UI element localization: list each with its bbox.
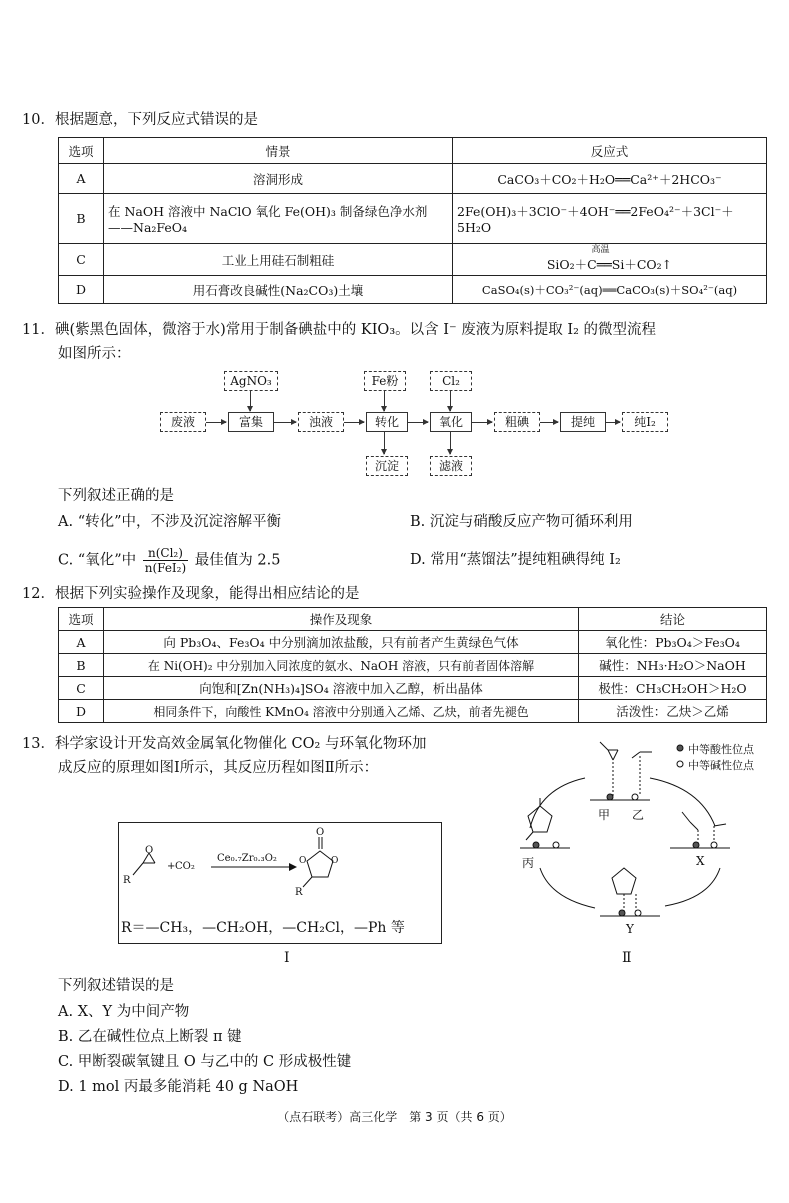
q12-header-operation: 操作及现象 [104, 608, 579, 631]
flow-arrow [606, 422, 620, 423]
row-option: D [59, 276, 104, 304]
row-option: A [59, 631, 104, 654]
q12-stem: 12．根据下列实验操作及现象，能得出相应结论的是 [22, 586, 360, 602]
svg-text:O: O [331, 856, 339, 866]
flow-output-filtrate: 滤液 [430, 456, 472, 476]
row-equation: 2Fe(OH)₃＋3ClO⁻＋4OH⁻══2FeO₄²⁻＋3Cl⁻＋5H₂O [453, 194, 767, 244]
flow-arrow [250, 391, 251, 411]
q10-header-scene: 情景 [104, 138, 453, 164]
flow-arrow [344, 422, 364, 423]
cyclic-carbonate-structure [303, 837, 333, 887]
flow-step-turbid: 浊液 [298, 412, 344, 432]
row-operation: 向 Pb₃O₄、Fe₃O₄ 中分别滴加浓盐酸，只有前者产生黄绿色气体 [104, 631, 579, 654]
row-equation: CaSO₄(s)＋CO₃²⁻(aq)══CaCO₃(s)＋SO₄²⁻(aq) [453, 276, 767, 304]
row-operation: 相同条件下，向酸性 KMnO₄ 溶液中分别通入乙烯、乙炔，前者先褪色 [104, 700, 579, 723]
flow-step-enrich: 富集 [228, 412, 274, 432]
flow-arrow [384, 432, 385, 454]
q11-option-c [58, 546, 280, 575]
q10-table [58, 137, 767, 304]
row-scene: 溶洞形成 [104, 164, 453, 194]
reaction-condition: 高温 [591, 245, 610, 255]
q10-header-equation: 反应式 [453, 138, 767, 164]
row-operation: 在 Ni(OH)₂ 中分别加入同浓度的氨水、NaOH 溶液，只有前者固体溶解 [104, 654, 579, 677]
flow-arrow [206, 422, 226, 423]
q11-option-d: D. 常用“蒸馏法”提纯粗碘得纯 I₂ [410, 552, 621, 568]
epoxide-structure [123, 845, 155, 886]
flow-step-pure: 纯I₂ [622, 412, 668, 432]
svg-text:R: R [295, 887, 303, 898]
flow-arrow [408, 422, 428, 423]
figure-1-reaction [119, 823, 441, 913]
catalyst-label: Ce₀.₇Zr₀.₃O₂ [217, 853, 277, 864]
flow-reagent-cl2: Cl₂ [430, 371, 472, 391]
legend-acid-site: 中等酸性位点 [688, 743, 754, 756]
flow-step-crude: 粗碘 [494, 412, 540, 432]
svg-text:O: O [145, 845, 154, 856]
q13-option-c: C. 甲断裂碳氧键且 O 与乙中的 C 形成极性键 [58, 1054, 352, 1070]
flow-arrow [450, 432, 451, 454]
table-row [59, 164, 767, 194]
row-scene: 用石膏改良碱性(Na₂CO₃)土壤 [104, 276, 453, 304]
q13-stem-line2: 成反应的原理如图Ⅰ所示，其反应历程如图Ⅱ所示： [58, 760, 379, 776]
row-option: B [59, 194, 104, 244]
row-equation [453, 244, 767, 276]
flow-arrow [384, 391, 385, 411]
legend-base-site: 中等碱性位点 [688, 759, 754, 772]
flow-step-convert: 转化 [366, 412, 408, 432]
row-scene: 工业上用硅石制粗硅 [104, 244, 453, 276]
q13-option-a: A. X、Y 为中间产物 [58, 1004, 190, 1020]
table-row [59, 194, 767, 244]
label-x: X [696, 854, 705, 868]
figure-2-caption: Ⅱ [622, 950, 632, 966]
table-row [59, 677, 767, 700]
row-conclusion: 氧化性：Pb₃O₄＞Fe₃O₄ [579, 631, 767, 654]
figure-1-caption: Ⅰ [284, 950, 290, 966]
table-row [59, 654, 767, 677]
label-jia: 甲 [598, 808, 611, 822]
svg-text:O: O [299, 856, 307, 866]
row-conclusion: 碱性：NH₃·H₂O＞NaOH [579, 654, 767, 677]
q11-option-b: B. 沉淀与硝酸反应产物可循环利用 [410, 514, 633, 530]
q13-option-d: D. 1 mol 丙最多能消耗 40 g NaOH [58, 1079, 299, 1095]
flow-step-oxidize: 氧化 [430, 412, 472, 432]
row-conclusion: 活泼性：乙炔＞乙烯 [579, 700, 767, 723]
label-y: Y [626, 922, 634, 936]
row-conclusion: 极性：CH₃CH₂OH＞H₂O [579, 677, 767, 700]
fraction-numerator: n(Cl₂) [143, 546, 188, 561]
q11-stem-line1: 11．碘(紫黑色固体，微溶于水)常用于制备碘盐中的 KIO₃。以含 I⁻ 废液为原料提取 I₂ 的微型流程 [22, 322, 656, 338]
row-equation: CaCO₃＋CO₂＋H₂O══Ca²⁺＋2HCO₃⁻ [453, 164, 767, 194]
option-c-prefix: C. “氧化”中 [58, 552, 137, 569]
figure-1-box [118, 822, 442, 944]
q10-stem: 10．根据题意，下列反应式错误的是 [22, 112, 258, 128]
flow-arrow [450, 391, 451, 411]
row-option: C [59, 244, 104, 276]
carbonyl-o: O [316, 827, 325, 838]
row-option: A [59, 164, 104, 194]
svg-text:R: R [123, 875, 131, 886]
table-row [59, 700, 767, 723]
label-bing: 丙 [522, 856, 535, 870]
q11-option-a: A. “转化”中，不涉及沉淀溶解平衡 [58, 514, 282, 530]
row-option: D [59, 700, 104, 723]
q12-table [58, 607, 767, 723]
q13-option-b: B. 乙在碱性位点上断裂 π 键 [58, 1029, 242, 1045]
plus-sign: + [167, 861, 176, 872]
page-footer: （点石联考）高三化学 第 3 页（共 6 页） [277, 1110, 512, 1124]
flow-arrow [472, 422, 492, 423]
fraction [143, 546, 188, 575]
q11-stem-line2: 如图所示： [58, 346, 131, 362]
row-option: B [59, 654, 104, 677]
flow-arrow [274, 422, 296, 423]
flow-output-precipitate: 沉淀 [366, 456, 408, 476]
q12-header-conclusion: 结论 [579, 608, 767, 631]
flow-step-purify: 提纯 [560, 412, 606, 432]
q13-stem-line1: 13．科学家设计开发高效金属氧化物催化 CO₂ 与环氧化物环加 [22, 736, 427, 752]
row-scene: 在 NaOH 溶液中 NaClO 氧化 Fe(OH)₃ 制备绿色净水剂——Na₂FeO₄ [104, 194, 453, 244]
row-option: C [59, 677, 104, 700]
equation-text: SiO₂＋C══Si＋CO₂↑ [546, 257, 673, 272]
co2-reactant: CO₂ [175, 861, 195, 872]
flow-arrow [540, 422, 558, 423]
flow-reagent-agno3: AgNO₃ [224, 371, 278, 391]
option-c-tail: 最佳值为 2.5 [194, 552, 281, 569]
flow-reagent-fe: Fe粉 [364, 371, 406, 391]
figure-2 [500, 728, 785, 958]
q13-ask: 下列叙述错误的是 [58, 978, 174, 994]
table-row [59, 244, 767, 276]
table-row [59, 276, 767, 304]
fraction-denominator: n(FeI₂) [144, 561, 187, 575]
q10-header-option: 选项 [59, 138, 104, 164]
row-operation: 向饱和[Zn(NH₃)₄]SO₄ 溶液中加入乙醇，析出晶体 [104, 677, 579, 700]
table-row [59, 631, 767, 654]
q11-ask: 下列叙述正确的是 [58, 488, 174, 504]
r-group-label: R＝—CH₃，—CH₂OH，—CH₂Cl，—Ph 等 [121, 920, 405, 936]
flow-step-waste: 废液 [160, 412, 206, 432]
q12-header-option: 选项 [59, 608, 104, 631]
label-yi: 乙 [632, 808, 645, 822]
